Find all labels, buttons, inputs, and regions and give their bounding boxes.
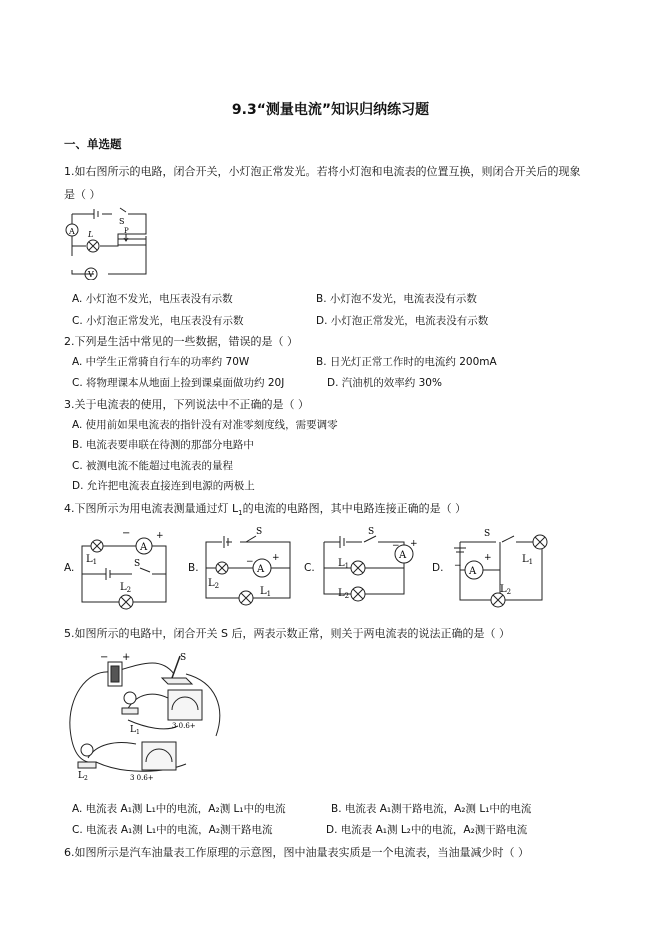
q1-stem-line2: 是（ ）	[64, 188, 101, 201]
q3-option-c: C. 被测电流不能超过电流表的量程	[72, 460, 234, 472]
section-heading: 一、单选题	[64, 137, 122, 151]
q1-slider-label: P	[124, 227, 129, 235]
q1-ammeter-label: A	[69, 227, 75, 236]
q4a-ammeter: A	[140, 542, 148, 553]
q4-circuit-c	[318, 524, 418, 610]
q4d-switch: S	[484, 529, 491, 539]
q2-option-b: B. 日光灯正常工作时的电流约 200mA	[316, 356, 497, 368]
q4-stem-part1: 4.下图所示为用电流表测量通过灯 L	[64, 502, 239, 515]
q5-option-d: D. 电流表 A₁测 L₂中的电流，A₂测干路电流	[326, 824, 528, 836]
q4-stem-part2: 的电流的电路图，其中电路连接正确的是（ ）	[242, 502, 467, 515]
q5-option-a: A. 电流表 A₁测 L₁中的电流，A₂测 L₁中的电流	[72, 803, 286, 815]
q4b-plus: +	[272, 553, 280, 563]
q4c-plus: +	[410, 539, 418, 549]
q5-ammeter2-scale: 3 0.6+	[130, 774, 154, 782]
q4-circuit-a	[76, 524, 172, 610]
q2-option-c: C. 将物理课本从地面上捡到课桌面做功约 20J	[72, 377, 285, 389]
q4c-switch: S	[368, 527, 375, 537]
q3-option-a: A. 使用前如果电流表的指针没有对准零刻度线，需要调零	[72, 419, 338, 431]
q1-option-a: A. 小灯泡不发光，电压表没有示数	[72, 293, 233, 305]
q4c-minus: −	[392, 541, 400, 551]
q4c-ammeter: A	[399, 550, 407, 561]
q5-option-b: B. 电流表 A₁测干路电流，A₂测 L₁中的电流	[331, 803, 532, 815]
q5-physical-circuit	[66, 648, 232, 782]
q4a-l2: $L_2$	[120, 582, 132, 594]
q4d-plus: +	[484, 553, 492, 563]
q1-lamp-label: L	[88, 230, 94, 239]
q5-option-c: C. 电流表 A₁测 L₁中的电流，A₂测干路电流	[72, 824, 273, 836]
q3-option-d: D. 允许把电流表直接连到电源的两极上	[72, 480, 255, 492]
q4a-switch: S	[134, 559, 141, 569]
q4b-switch: S	[256, 527, 263, 537]
q4d-minus: −	[454, 561, 462, 571]
q4d-l2: $L_2$	[500, 584, 512, 596]
q4-circuit-b	[200, 524, 296, 610]
q5-l1-label: $L_1$	[130, 725, 140, 736]
q5-ammeter1-scale: 3 0.6+	[172, 722, 196, 730]
q4-label-a: A.	[64, 562, 75, 574]
q4a-minus: −	[122, 528, 131, 539]
q4b-l2: $L_2$	[208, 578, 220, 590]
q5-battery-plus: +	[122, 652, 131, 663]
q1-circuit-diagram	[62, 204, 152, 280]
q4-label-b: B.	[188, 562, 199, 574]
q1-option-c: C. 小灯泡正常发光，电压表没有示数	[72, 315, 244, 327]
q4b-l1: $L_1$	[260, 586, 272, 598]
q4-circuit-d	[444, 522, 554, 610]
q1-option-b: B. 小灯泡不发光，电流表没有示数	[316, 293, 477, 305]
q4-label-c: C.	[304, 562, 315, 574]
q2-stem: 2.下列是生活中常见的一些数据，错误的是（ ）	[64, 335, 298, 348]
q4-stem-subscript: 1	[238, 509, 243, 518]
q4b-minus: −	[246, 557, 254, 567]
q5-stem: 5.如图所示的电路中，闭合开关 S 后，两表示数正常，则关于两电流表的说法正确的是（ ）	[64, 627, 510, 640]
q1-switch-label: S	[119, 217, 125, 226]
q4a-l1: $L_1$	[86, 554, 98, 566]
q5-l2-label: $L_2$	[78, 771, 88, 782]
q6-stem: 6.如图所示是汽车油量表工作原理的示意图，图中油量表实质是一个电流表，当油量减少时（ ）	[64, 846, 529, 859]
q4-stem	[64, 500, 466, 517]
q2-option-a: A. 中学生正常骑自行车的功率约 70W	[72, 356, 250, 368]
q4c-l2: $L_2$	[338, 588, 350, 600]
page-title: 9.3“测量电流”知识归纳练习题	[231, 102, 430, 118]
q5-switch-label: S	[180, 653, 187, 663]
q1-option-d: D. 小灯泡正常发光，电流表没有示数	[316, 315, 489, 327]
q4a-plus: +	[156, 531, 164, 541]
q4b-ammeter: A	[257, 564, 265, 575]
q4-label-d: D.	[432, 562, 444, 574]
q1-stem-line1: 1.如右图所示的电路，闭合开关，小灯泡正常发光。若将小灯泡和电流表的位置互换，则闭合开关后的现象	[64, 165, 581, 178]
q3-stem: 3.关于电流表的使用，下列说法中不正确的是（ ）	[64, 398, 309, 411]
q4d-l1: $L_1$	[522, 554, 534, 566]
q5-battery-minus: −	[100, 652, 109, 663]
q3-option-b: B. 电流表要串联在待测的那部分电路中	[72, 439, 254, 451]
q4c-l1: $L_1$	[338, 558, 350, 570]
q2-option-d: D. 汽油机的效率约 30%	[327, 377, 442, 389]
q4d-ammeter: A	[469, 566, 477, 577]
q1-voltmeter-label: V	[88, 270, 94, 279]
